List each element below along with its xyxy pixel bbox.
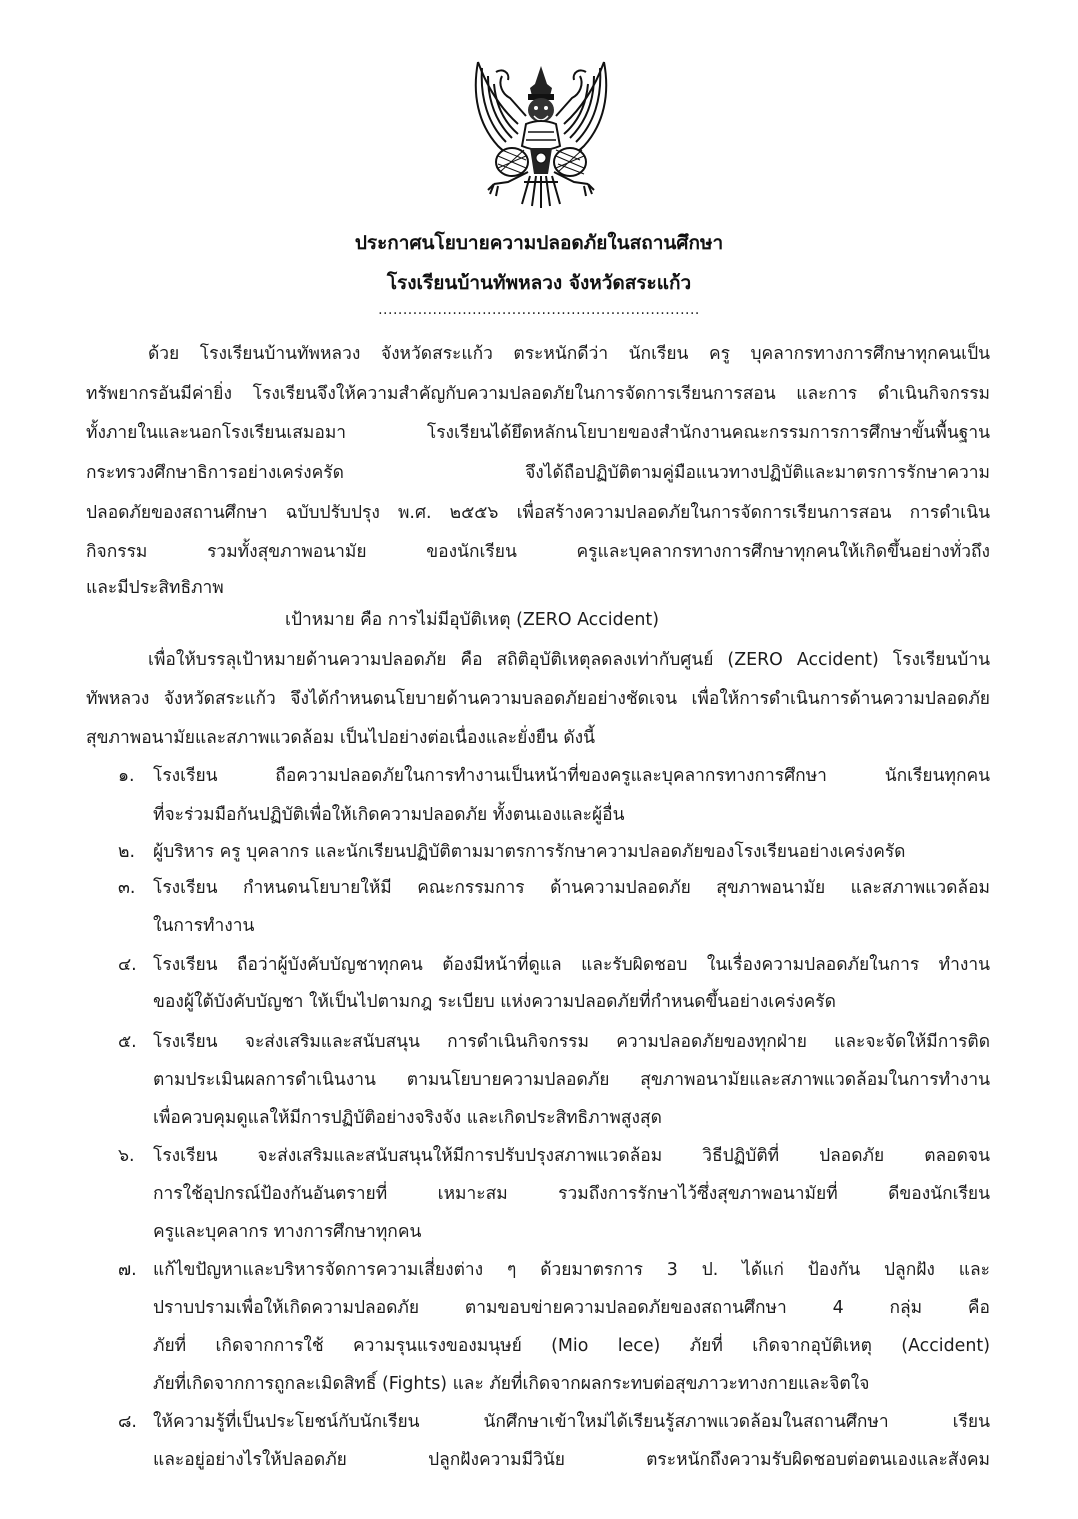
list-item-line: ในการทำงาน bbox=[153, 916, 255, 936]
list-item-line: เพื่อควบคุมดูแลให้มีการปฏิบัติอย่างจริงจัง และเกิดประสิทธิภาพสูงสุด bbox=[153, 1108, 662, 1128]
list-item-number: ๕. bbox=[118, 1032, 137, 1052]
garuda-emblem-icon bbox=[468, 54, 614, 210]
intro-line: ทรัพยากรอันมีค่ายิ่ง โรงเรียนจึงให้ความสำคัญกับความปลอดภัยในการจัดการเรียนการสอน และการ ดำเนินกิจกรรม bbox=[86, 384, 990, 404]
list-item-number: ๗. bbox=[118, 1260, 137, 1280]
policy-intro-line: เพื่อให้บรรลุเป้าหมายด้านความปลอดภัย คือ สถิติอุบัติเหตุลดลงเท่ากับศูนย์ (ZERO Accident) โรงเรียนบ้าน bbox=[148, 650, 990, 670]
list-item-line: ปราบปรามเพื่อให้เกิดความปลอดภัย ตามขอบข่ายความปลอดภัยของสถานศึกษา 4 กลุ่ม คือ bbox=[153, 1298, 990, 1318]
list-item-number: ๓. bbox=[118, 878, 136, 898]
list-item-number: ๖. bbox=[118, 1146, 135, 1166]
list-item-line: ภัยที่ เกิดจากการใช้ ความรุนแรงของมนุษย์ (Mio lece) ภัยที่ เกิดจากอุบัติเหตุ (Accident) bbox=[153, 1336, 990, 1356]
intro-line: และมีประสิทธิภาพ bbox=[86, 578, 224, 598]
goal-statement: เป้าหมาย คือ การไม่มีอุบัติเหตุ (ZERO Accident) bbox=[285, 610, 659, 630]
list-item-number: ๔. bbox=[118, 955, 137, 975]
list-item-number: ๒. bbox=[118, 842, 135, 862]
intro-line: กิจกรรม รวมทั้งสุขภาพอนามัย ของนักเรียน ครูและบุคลากรทางการศึกษาทุกคนให้เกิดขึ้นอย่างทั่วถึง bbox=[86, 542, 990, 562]
policy-intro-line: สุขภาพอนามัยและสภาพแวดล้อม เป็นไปอย่างต่อเนื่องและยั่งยืน ดังนี้ bbox=[86, 728, 596, 748]
list-item-line: และอยู่อย่างไรให้ปลอดภัย ปลูกฝังความมีวินัย ตระหนักถึงความรับผิดชอบต่อตนเองและสังคม bbox=[153, 1450, 990, 1470]
list-item-line: ครูและบุคลากร ทางการศึกษาทุกคน bbox=[153, 1222, 422, 1242]
list-item-line: ภัยที่เกิดจากการถูกละเมิดสิทธิ์ (Fights) และ ภัยที่เกิดจากผลกระทบต่อสุขภาวะทางกายและจิตใจ bbox=[153, 1374, 870, 1394]
intro-line: ปลอดภัยของสถานศึกษา ฉบับปรับปรุง พ.ศ. ๒๕๕๖ เพื่อสร้างความปลอดภัยในการจัดการเรียนการสอน การดำเนิน bbox=[86, 503, 990, 523]
list-item-line: ที่จะร่วมมือกันปฏิบัติเพื่อให้เกิดความปลอดภัย ทั้งตนเองและผู้อื่น bbox=[153, 805, 625, 825]
intro-line: ด้วย โรงเรียนบ้านทัพหลวง จังหวัดสระแก้ว ตระหนักดีว่า นักเรียน ครู บุคลากรทางการศึกษาทุกคนเป็น bbox=[148, 344, 990, 364]
list-item-line: โรงเรียน ถือความปลอดภัยในการทำงานเป็นหน้าที่ของครูและบุคลากรทางการศึกษา นักเรียนทุกคน bbox=[153, 766, 990, 786]
document-title-line-2: โรงเรียนบ้านทัพหลวง จังหวัดสระแก้ว bbox=[386, 272, 692, 294]
list-item-line: ให้ความรู้ที่เป็นประโยชน์กับนักเรียน นักศึกษาเข้าใหม่ได้เรียนรู้สภาพแวดล้อมในสถานศึกษา เรียน bbox=[153, 1412, 990, 1432]
list-item-line: ของผู้ใต้บังคับบัญชา ให้เป็นไปตามกฎ ระเบียบ แห่งความปลอดภัยที่กำหนดขึ้นอย่างเคร่งครัด bbox=[153, 992, 836, 1012]
list-item-number: ๘. bbox=[118, 1412, 137, 1432]
intro-line: ทั้งภายในและนอกโรงเรียนเสมอมา โรงเรียนได้ยึดหลักนโยบายของสำนักงานคณะกรรมการการศึกษาขั้นพื้นฐาน bbox=[86, 423, 990, 443]
list-item-line: โรงเรียน กำหนดนโยบายให้มี คณะกรรมการ ด้านความปลอดภัย สุขภาพอนามัย และสภาพแวดล้อม bbox=[153, 878, 990, 898]
list-item-line: โรงเรียน จะส่งเสริมและสนับสนุน การดำเนินกิจกรรม ความปลอดภัยของทุกฝ่าย และจะจัดให้มีการติด bbox=[153, 1032, 990, 1052]
intro-line: กระทรวงศึกษาธิการอย่างเคร่งครัด จึงได้ถือปฏิบัติตามคู่มือแนวทางปฏิบัติและมาตรการรักษาความ bbox=[86, 463, 990, 483]
list-item-line: โรงเรียน ถือว่าผู้บังคับบัญชาทุกคน ต้องมีหน้าที่ดูแล และรับผิดชอบ ในเรื่องความปลอดภัยในการ ทำงาน bbox=[153, 955, 990, 975]
list-item-line: ผู้บริหาร ครู บุคลากร และนักเรียนปฏิบัติตามมาตรการรักษาความปลอดภัยของโรงเรียนอย่างเคร่งครัด bbox=[153, 842, 906, 862]
list-item-line: โรงเรียน จะส่งเสริมและสนับสนุนให้มีการปรับปรุงสภาพแวดล้อม วิธีปฏิบัติที่ ปลอดภัย ตลอดจน bbox=[153, 1146, 990, 1166]
policy-intro-line: ทัพหลวง จังหวัดสระแก้ว จึงได้กำหนดนโยบายด้านความบลอดภัยอย่างชัดเจน เพื่อให้การดำเนินการด้านความปลอดภัย bbox=[86, 689, 990, 709]
list-item-line: การใช้อุปกรณ์ป้องกันอันตรายที่ เหมาะสม รวมถึงการรักษาไว้ซึ่งสุขภาพอนามัยที่ ดีของนักเรียน bbox=[153, 1184, 990, 1204]
list-item-line: ตามประเมินผลการดำเนินงาน ตามนโยบายความปลอดภัย สุขภาพอนามัยและสภาพแวดล้อมในการทำงาน bbox=[153, 1070, 990, 1090]
title-separator: ................................................................. bbox=[378, 302, 700, 318]
document-title-line-1: ประกาศนโยบายความปลอดภัยในสถานศึกษา bbox=[354, 232, 724, 254]
list-item-line: แก้ไขปัญหาและบริหารจัดการความเสี่ยงต่าง ๆ ด้วยมาตรการ 3 ป. ได้แก่ ป้องกัน ปลูกฝัง และ bbox=[153, 1260, 990, 1280]
list-item-number: ๑. bbox=[118, 766, 135, 786]
